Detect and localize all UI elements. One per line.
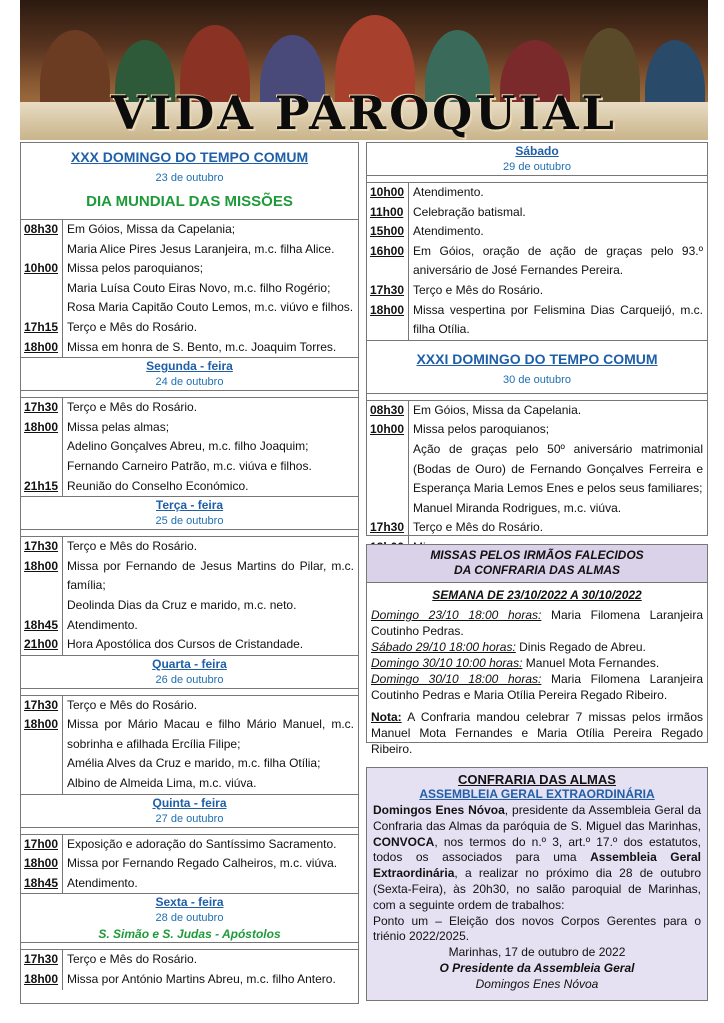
schedule-row bbox=[21, 477, 358, 497]
schedule-row bbox=[367, 203, 707, 223]
row-time bbox=[21, 457, 62, 477]
missa-item bbox=[371, 655, 703, 671]
row-text: Missa por António Martins Abreu, m.c. filho Antero. bbox=[62, 970, 358, 990]
section-title: XXX DOMINGO DO TEMPO COMUM bbox=[70, 149, 309, 165]
schedule-row bbox=[367, 183, 707, 203]
right-column bbox=[366, 142, 708, 536]
row-text: Amélia Alves da Cruz e marido, m.c. filha Otília; bbox=[62, 754, 358, 774]
row-time: 21h00 bbox=[24, 637, 59, 652]
section-date: 23 de outubro bbox=[155, 172, 224, 184]
schedule-row bbox=[21, 259, 358, 279]
row-time: 21h15 bbox=[24, 478, 59, 493]
row-time bbox=[21, 240, 62, 260]
row-time bbox=[21, 754, 62, 774]
schedule-row bbox=[367, 440, 707, 499]
missas-heading: DA CONFRARIA DAS ALMAS bbox=[454, 563, 620, 577]
row-time: 18h00 bbox=[24, 972, 59, 987]
paragraph-text: , presidente da Assembleia Geral da Confraria das Almas da paróquia de S. Miguel das Marinhas, bbox=[373, 803, 702, 833]
schedule-row bbox=[21, 298, 358, 318]
signer-role: O Presidente da Assembleia Geral bbox=[439, 960, 635, 975]
schedule-list bbox=[21, 219, 358, 357]
day-name: Quinta - feira bbox=[152, 795, 227, 810]
schedule-row bbox=[21, 715, 358, 754]
schedule-row bbox=[21, 279, 358, 299]
day-header bbox=[21, 794, 358, 828]
row-text: Maria Luísa Couto Eiras Novo, m.c. filho Rogério; bbox=[62, 279, 358, 299]
schedule-row bbox=[21, 338, 358, 358]
day-date: 26 de outubro bbox=[155, 673, 224, 686]
row-text: Missa por Fernando de Jesus Martins do Pilar, m.c. família; bbox=[62, 557, 358, 596]
row-time: 18h00 bbox=[24, 717, 59, 732]
schedule-row bbox=[21, 398, 358, 418]
row-time: 17h00 bbox=[24, 836, 59, 851]
confraria-title: CONFRARIA DAS ALMAS bbox=[458, 772, 616, 787]
row-time: 18h00 bbox=[24, 339, 59, 354]
missa-item bbox=[371, 639, 703, 655]
schedule-row bbox=[21, 240, 358, 260]
row-time: 15h00 bbox=[370, 224, 405, 239]
row-time: 18h45 bbox=[24, 617, 59, 632]
row-text: Terço e Mês do Rosário. bbox=[62, 318, 358, 338]
schedule-row bbox=[21, 537, 358, 557]
row-time: 08h30 bbox=[370, 402, 405, 417]
row-text: Hora Apostólica dos Cursos de Cristandade. bbox=[62, 635, 358, 655]
day-header bbox=[21, 655, 358, 689]
row-time: 08h30 bbox=[24, 222, 59, 236]
row-text: Exposição e adoração do Santíssimo Sacramento. bbox=[62, 835, 358, 855]
assembly-name: Assembleia Geral Extraordinária bbox=[373, 850, 701, 881]
section-date: 30 de outubro bbox=[503, 373, 571, 386]
schedule-row bbox=[21, 854, 358, 874]
missa-item bbox=[371, 671, 703, 703]
row-text: Atendimento. bbox=[408, 222, 707, 242]
schedule-row bbox=[21, 457, 358, 477]
row-text: Terço e Mês do Rosário. bbox=[62, 537, 358, 557]
section-title: XXXI DOMINGO DO TEMPO COMUM bbox=[416, 350, 658, 367]
row-time: 10h00 bbox=[370, 185, 405, 199]
day-date: 27 de outubro bbox=[155, 812, 224, 825]
signer-name: Domingos Enes Nóvoa bbox=[475, 976, 599, 991]
schedule-row bbox=[21, 774, 358, 794]
row-text: Ação de graças pelo 50º aniversário matrimonial (Bodas de Ouro) de Fernando Gonçalves Ferreira e Esperança Maria Lemos Enes e pelos seus familiares; bbox=[408, 440, 707, 499]
day-name: Segunda - feira bbox=[146, 359, 233, 374]
convoca-text: CONVOCA bbox=[373, 834, 435, 849]
feast-day: S. Simão e S. Judas - Apóstolos bbox=[98, 927, 281, 942]
missa-who: Maria Filomena Laranjeira Coutinho Pedras. bbox=[371, 608, 704, 638]
row-text: Reunião do Conselho Económico. bbox=[62, 477, 358, 497]
row-text: Missa vespertina por Felismina Dias Carqueijó, m.c. filha Otília. bbox=[408, 301, 707, 340]
row-text: Manuel Miranda Rodrigues, m.c. viúva. bbox=[408, 499, 707, 519]
row-text: Em Góios, oração de ação de graças pelo 93.º aniversário de José Fernandes Pereira. bbox=[408, 242, 707, 281]
missa-when: Domingo 30/10 18:00 horas: bbox=[371, 672, 542, 686]
row-time: 17h30 bbox=[370, 282, 405, 297]
row-time bbox=[21, 279, 62, 299]
schedule-row bbox=[21, 950, 358, 970]
row-time bbox=[21, 596, 62, 616]
row-time bbox=[21, 774, 62, 794]
paragraph-text: , nos termos do n.º 3, art.º 17.º dos estatutos, todos os associados para uma bbox=[373, 834, 701, 865]
schedule-row bbox=[367, 499, 707, 519]
row-time: 16h00 bbox=[370, 243, 405, 258]
row-time: 10h00 bbox=[370, 422, 405, 437]
missa-item bbox=[371, 607, 703, 639]
row-time: 17h30 bbox=[370, 520, 405, 535]
row-time: 17h15 bbox=[24, 319, 59, 334]
row-time: 17h30 bbox=[24, 539, 59, 554]
row-text: Terço e Mês do Rosário. bbox=[62, 398, 358, 418]
nota-text: A Confraria mandou celebrar 7 missas pelos irmãos Manuel Mota Fernandes e Maria Otília Pereira Regado Ribeiro. bbox=[371, 710, 703, 756]
schedule-row bbox=[367, 420, 707, 440]
row-text: Atendimento. bbox=[408, 183, 707, 203]
schedule-row bbox=[21, 970, 358, 990]
missas-heading: MISSAS PELOS IRMÃOS FALECIDOS bbox=[430, 548, 644, 562]
schedule-row bbox=[21, 696, 358, 716]
row-time bbox=[21, 298, 62, 318]
schedule-row bbox=[21, 874, 358, 894]
row-text: Terço e Mês do Rosário. bbox=[62, 950, 358, 970]
day-header bbox=[21, 357, 358, 391]
row-time bbox=[21, 437, 62, 457]
day-header bbox=[21, 893, 358, 943]
left-column bbox=[20, 142, 359, 1004]
row-time bbox=[367, 499, 408, 519]
schedule-row bbox=[21, 616, 358, 636]
schedule-row bbox=[21, 557, 358, 596]
day-date: 28 de outubro bbox=[155, 912, 224, 925]
schedule-row bbox=[367, 281, 707, 301]
missa-who: Maria Filomena Laranjeira Coutinho Pedras e Maria Otília Pereira Regado Ribeiro. bbox=[371, 672, 704, 702]
day-header bbox=[21, 496, 358, 530]
row-time: 10h00 bbox=[24, 261, 59, 276]
schedule-row bbox=[21, 596, 358, 616]
schedule-row bbox=[367, 401, 707, 421]
schedule-row bbox=[367, 518, 707, 538]
row-text: Rosa Maria Capitão Couto Lemos, m.c. viúvo e filhos. bbox=[62, 298, 358, 318]
schedule-row bbox=[367, 222, 707, 242]
row-text: Missa por Fernando Regado Calheiros, m.c. viúva. bbox=[62, 854, 358, 874]
row-text: Missa pelos paroquianos; bbox=[62, 259, 358, 279]
header-banner bbox=[20, 0, 708, 140]
missa-who: Dinis Regado de Abreu. bbox=[515, 640, 646, 654]
row-time bbox=[367, 440, 408, 499]
row-text: Em Góios, Missa da Capelania; bbox=[62, 220, 358, 240]
day-name: Sexta - feira bbox=[155, 895, 224, 910]
row-text: Terço e Mês do Rosário. bbox=[62, 696, 358, 716]
row-time: 17h30 bbox=[24, 697, 59, 712]
row-time: 18h00 bbox=[24, 558, 59, 573]
row-text: Em Góios, Missa da Capelania. bbox=[408, 401, 707, 421]
schedule-row bbox=[367, 242, 707, 281]
section-subtitle: DIA MUNDIAL DAS MISSÕES bbox=[86, 193, 293, 210]
missas-week: SEMANA DE 23/10/2022 A 30/10/2022 bbox=[432, 588, 642, 602]
page-title: VIDA PAROQUIAL bbox=[111, 86, 617, 140]
president-name: Domingos Enes Nóvoa bbox=[373, 803, 505, 817]
schedule-row bbox=[21, 635, 358, 655]
row-text: Terço e Mês do Rosário. bbox=[408, 518, 707, 538]
day-name: Quarta - feira bbox=[152, 656, 227, 671]
place-date: Marinhas, 17 de outubro de 2022 bbox=[448, 945, 626, 960]
missa-when: Sábado 29/10 18:00 horas: bbox=[371, 640, 516, 654]
row-text: Deolinda Dias da Cruz e marido, m.c. neto. bbox=[62, 596, 358, 616]
row-text: Atendimento. bbox=[62, 874, 358, 894]
row-time: 17h30 bbox=[24, 400, 59, 415]
day-date: 29 de outubro bbox=[503, 161, 571, 173]
row-text: Maria Alice Pires Jesus Laranjeira, m.c. filha Alice. bbox=[62, 240, 358, 260]
row-text: Missa em honra de S. Bento, m.c. Joaquim Torres. bbox=[62, 338, 358, 358]
row-text: Celebração batismal. bbox=[408, 203, 707, 223]
row-time: 18h00 bbox=[370, 302, 405, 317]
day-date: 24 de outubro bbox=[155, 376, 224, 389]
row-text: Missa por Mário Macau e filho Mário Manuel, m.c. sobrinha e afilhada Ercília Filipe; bbox=[62, 715, 358, 754]
schedule-row bbox=[21, 437, 358, 457]
missa-who: Manuel Mota Fernandes. bbox=[522, 656, 660, 670]
missa-when: Domingo 23/10 18:00 horas: bbox=[371, 608, 542, 622]
schedule-row bbox=[21, 418, 358, 438]
schedule-row bbox=[21, 754, 358, 774]
missa-when: Domingo 30/10 10:00 horas: bbox=[371, 656, 523, 670]
day-name: Sábado bbox=[515, 144, 559, 158]
row-text: Fernando Carneiro Patrão, m.c. viúva e filhos. bbox=[62, 457, 358, 477]
row-text: Adelino Gonçalves Abreu, m.c. filho Joaquim; bbox=[62, 437, 358, 457]
confraria-subtitle: ASSEMBLEIA GERAL EXTRAORDINÁRIA bbox=[419, 787, 655, 801]
missas-box bbox=[366, 544, 708, 756]
row-text: Atendimento. bbox=[62, 616, 358, 636]
confraria-box bbox=[366, 767, 708, 1001]
schedule-row bbox=[21, 835, 358, 855]
row-time: 18h00 bbox=[24, 419, 59, 434]
day-name: Terça - feira bbox=[155, 498, 224, 513]
schedule-row bbox=[367, 301, 707, 340]
row-time: 11h00 bbox=[370, 204, 404, 219]
nota-label: Nota: bbox=[371, 710, 402, 724]
row-time: 18h45 bbox=[24, 875, 59, 890]
schedule-row bbox=[21, 220, 358, 240]
row-text: Albino de Almeida Lima, m.c. viúva. bbox=[62, 774, 358, 794]
row-text: Missa pelos paroquianos; bbox=[408, 420, 707, 440]
row-text: Missa pelas almas; bbox=[62, 418, 358, 438]
row-time: 18h00 bbox=[24, 856, 59, 871]
paragraph-text: , a realizar no próximo dia 28 de outubro (Sexta-Feira), às 20h30, no salão paroquial de Marinhas, com a seguinte ordem de trabalhos: bbox=[373, 866, 701, 912]
day-date: 25 de outubro bbox=[155, 515, 224, 528]
agenda-item: Ponto um – Eleição dos novos Corpos Gerentes para o triénio 2022/2025. bbox=[373, 913, 701, 944]
schedule-row bbox=[21, 318, 358, 338]
row-text: Terço e Mês do Rosário. bbox=[408, 281, 707, 301]
row-time: 17h30 bbox=[24, 952, 59, 967]
